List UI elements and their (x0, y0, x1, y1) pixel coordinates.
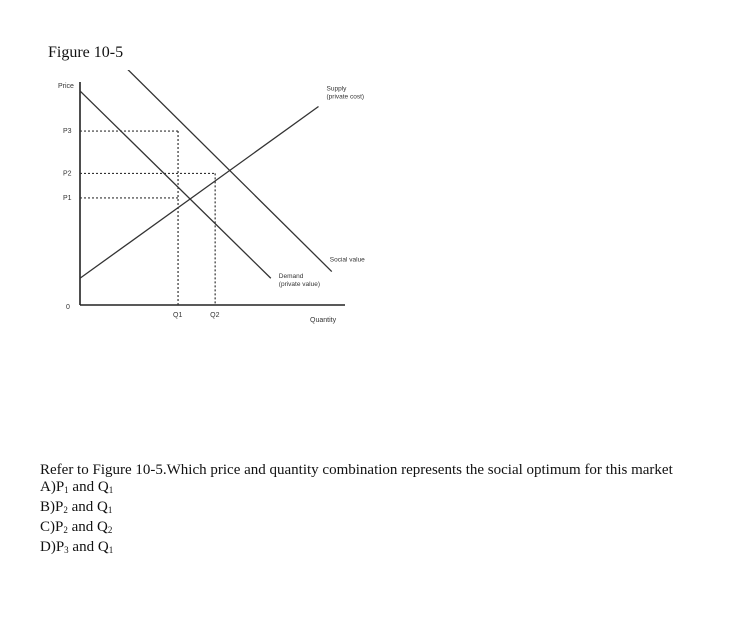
option-quantity-subscript: 1 (108, 545, 114, 555)
y-tick-label-p1: P1 (63, 194, 72, 202)
option-letter: C) (40, 519, 55, 535)
answer-option-a[interactable] (40, 479, 720, 499)
option-letter: B) (40, 499, 55, 515)
social-value-curve (122, 70, 331, 272)
option-and: and (68, 539, 98, 555)
x-axis-label: Quantity (310, 317, 337, 324)
origin-label: 0 (66, 304, 70, 311)
y-axis-label: Price (58, 83, 74, 90)
y-tick-label-p2: P2 (63, 170, 72, 178)
option-price-subscript: 3 (64, 545, 69, 555)
supply-demand-chart (50, 70, 370, 330)
option-quantity: Q (97, 499, 108, 515)
option-letter: A) (40, 479, 56, 495)
option-price: P (55, 499, 64, 515)
figure-title: Figure 10-5 (48, 44, 124, 61)
question-block (40, 462, 720, 559)
x-tick-label-q2: Q2 (210, 312, 220, 319)
y-tick-label-p3: P3 (63, 128, 72, 136)
option-quantity-subscript: 2 (107, 525, 113, 535)
option-and: and (67, 519, 98, 535)
option-quantity-subscript: 1 (108, 485, 114, 495)
demand-private-value-label: (private value) (278, 281, 320, 289)
supply-private-cost-curve (80, 107, 319, 279)
option-and: and (68, 479, 98, 495)
question-prompt: Refer to Figure 10-5.Which price and quantity combination represents the social optimum for this market (40, 462, 673, 478)
option-letter: D) (40, 539, 56, 555)
option-price: P (55, 519, 64, 535)
supply-private-cost-label: (private cost) (326, 93, 365, 101)
option-and: and (67, 499, 98, 515)
option-quantity: Q (97, 539, 109, 555)
option-quantity-subscript: 1 (107, 505, 113, 515)
answer-options (40, 479, 720, 559)
answer-option-d[interactable] (40, 539, 720, 559)
supply-private-cost-label: Supply (326, 85, 347, 93)
answer-option-c[interactable] (40, 519, 720, 539)
x-tick-label-q1: Q1 (173, 312, 183, 319)
option-quantity: Q (97, 479, 109, 495)
demand-private-value-curve (80, 91, 271, 278)
option-price-subscript: 1 (64, 485, 69, 495)
option-price: P (55, 479, 65, 495)
social-value-label: Social value (329, 256, 365, 264)
option-price-subscript: 2 (63, 525, 68, 535)
option-price-subscript: 2 (63, 505, 68, 515)
demand-private-value-label: Demand (278, 273, 304, 281)
option-quantity: Q (97, 519, 108, 535)
option-price: P (55, 539, 65, 555)
answer-option-b[interactable] (40, 499, 720, 519)
